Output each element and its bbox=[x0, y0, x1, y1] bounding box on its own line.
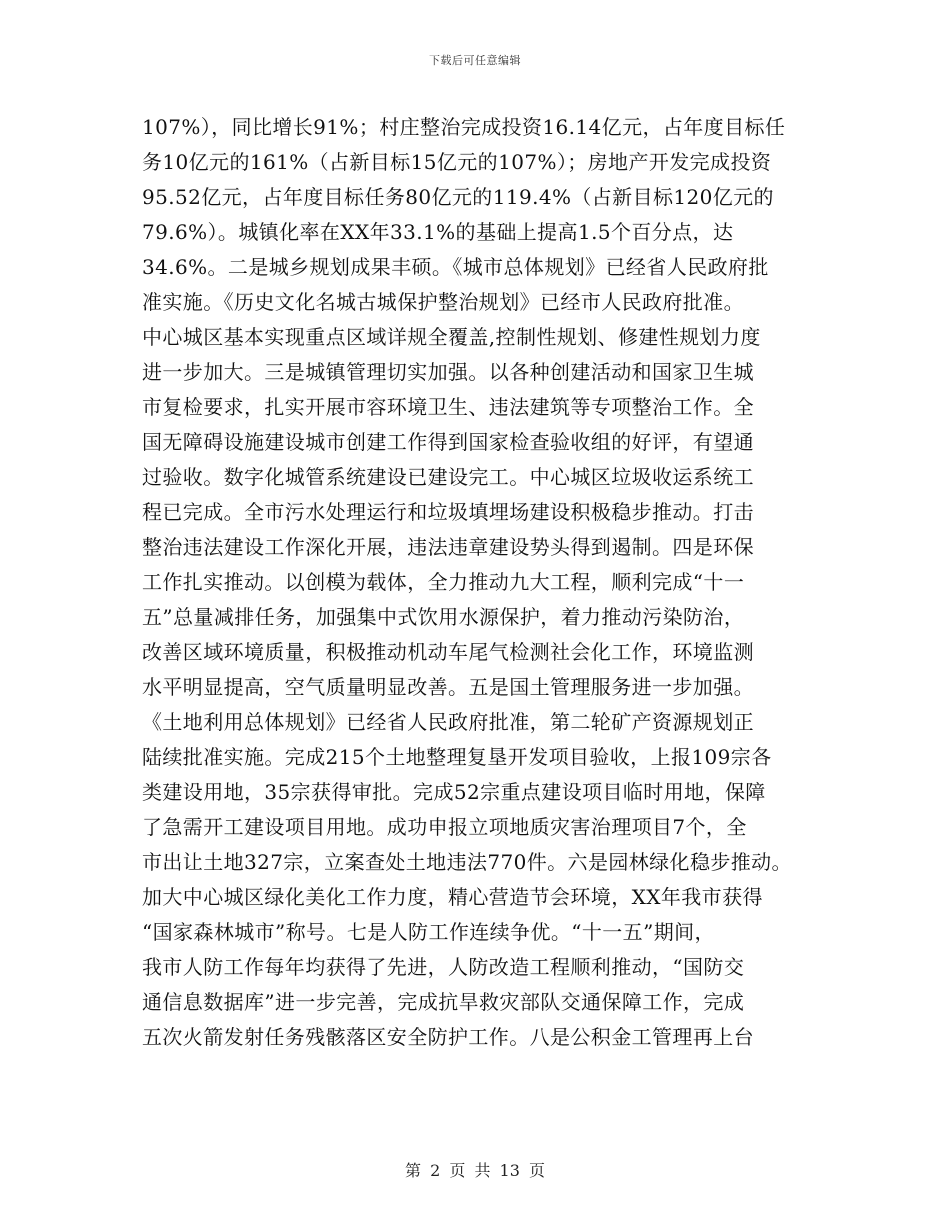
page-footer: 第 2 页 共 13 页 bbox=[405, 1161, 545, 1180]
text-line: 加大中心城区绿化美化工作力度，精心营造节会环境，XX年我市获得 bbox=[142, 885, 763, 909]
text-line: 五”总量减排任务，加强集中式饮用水源保护，着力推动污染防治， bbox=[142, 605, 745, 629]
text-line: 过验收。数字化城管系统建设已建设完工。中心城区垃圾收运系统工 bbox=[142, 465, 754, 489]
text-line: “国家森林城市”称号。七是人防工作连续争优。“十一五”期间， bbox=[142, 920, 715, 944]
text-line: 陆续批准实施。完成215个土地整理复垦开发项目验收，上报109宗各 bbox=[142, 745, 772, 769]
text-line: 通信息数据库”进一步完善，完成抗旱救灾部队交通保障工作，完成 bbox=[142, 990, 745, 1014]
text-line: 107%），同比增长91%；村庄整治完成投资16.14亿元，占年度目标任 bbox=[142, 115, 786, 139]
text-line: 我市人防工作每年均获得了先进，人防改造工程顺利推动，“国防交 bbox=[142, 955, 745, 979]
text-line: 务10亿元的161%（占新目标15亿元的107%）；房地产开发完成投资 bbox=[142, 150, 772, 174]
text-line: 国无障碍设施建设城市创建工作得到国家检查验收组的好评，有望通 bbox=[142, 430, 754, 454]
text-line: 79.6%）。城镇化率在XX年33.1%的基础上提高1.5个百分点，达 bbox=[142, 220, 734, 244]
text-line: 程已完成。全市污水处理运行和垃圾填埋场建设积极稳步推动。打击 bbox=[142, 500, 754, 524]
text-line: 34.6%。二是城乡规划成果丰硕。《城市总体规划》已经省人民政府批 bbox=[142, 255, 769, 279]
text-line: 改善区域环境质量，积极推动机动车尾气检测社会化工作，环境监测 bbox=[142, 640, 754, 664]
page-header: 下载后可任意编辑 bbox=[429, 54, 521, 67]
text-line: 了急需开工建设项目用地。成功申报立项地质灾害治理项目7个，全 bbox=[142, 815, 747, 839]
text-line: 中心城区基本实现重点区域详规全覆盖,控制性规划、修建性规划力度 bbox=[142, 325, 761, 349]
text-line: 市出让土地327宗，立案查处土地违法770件。六是园林绿化稳步推动。 bbox=[142, 850, 792, 874]
text-line: 《土地利用总体规划》已经省人民政府批准，第二轮矿产资源规划正 bbox=[142, 710, 754, 734]
text-line: 五次火箭发射任务残骸落区安全防护工作。八是公积金工管理再上台 bbox=[142, 1025, 754, 1049]
text-line: 市复检要求，扎实开展市容环境卫生、违法建筑等专项整治工作。全 bbox=[142, 395, 754, 419]
document-body bbox=[142, 110, 842, 1055]
text-line: 进一步加大。三是城镇管理切实加强。以各种创建活动和国家卫生城 bbox=[142, 360, 754, 384]
text-line: 95.52亿元，占年度目标任务80亿元的119.4%（占新目标120亿元的 bbox=[142, 185, 774, 209]
text-line: 工作扎实推动。以创模为载体，全力推动九大工程，顺利完成“十一 bbox=[142, 570, 745, 594]
text-line: 水平明显提高，空气质量明显改善。五是国土管理服务进一步加强。 bbox=[142, 675, 754, 699]
text-line: 类建设用地，35宗获得审批。完成52宗重点建设项目临时用地，保障 bbox=[142, 780, 766, 804]
text-line: 准实施。《历史文化名城古城保护整治规划》已经市人民政府批准。 bbox=[142, 290, 744, 314]
text-line: 整治违法建设工作深化开展，违法违章建设势头得到遏制。四是环保 bbox=[142, 535, 754, 559]
